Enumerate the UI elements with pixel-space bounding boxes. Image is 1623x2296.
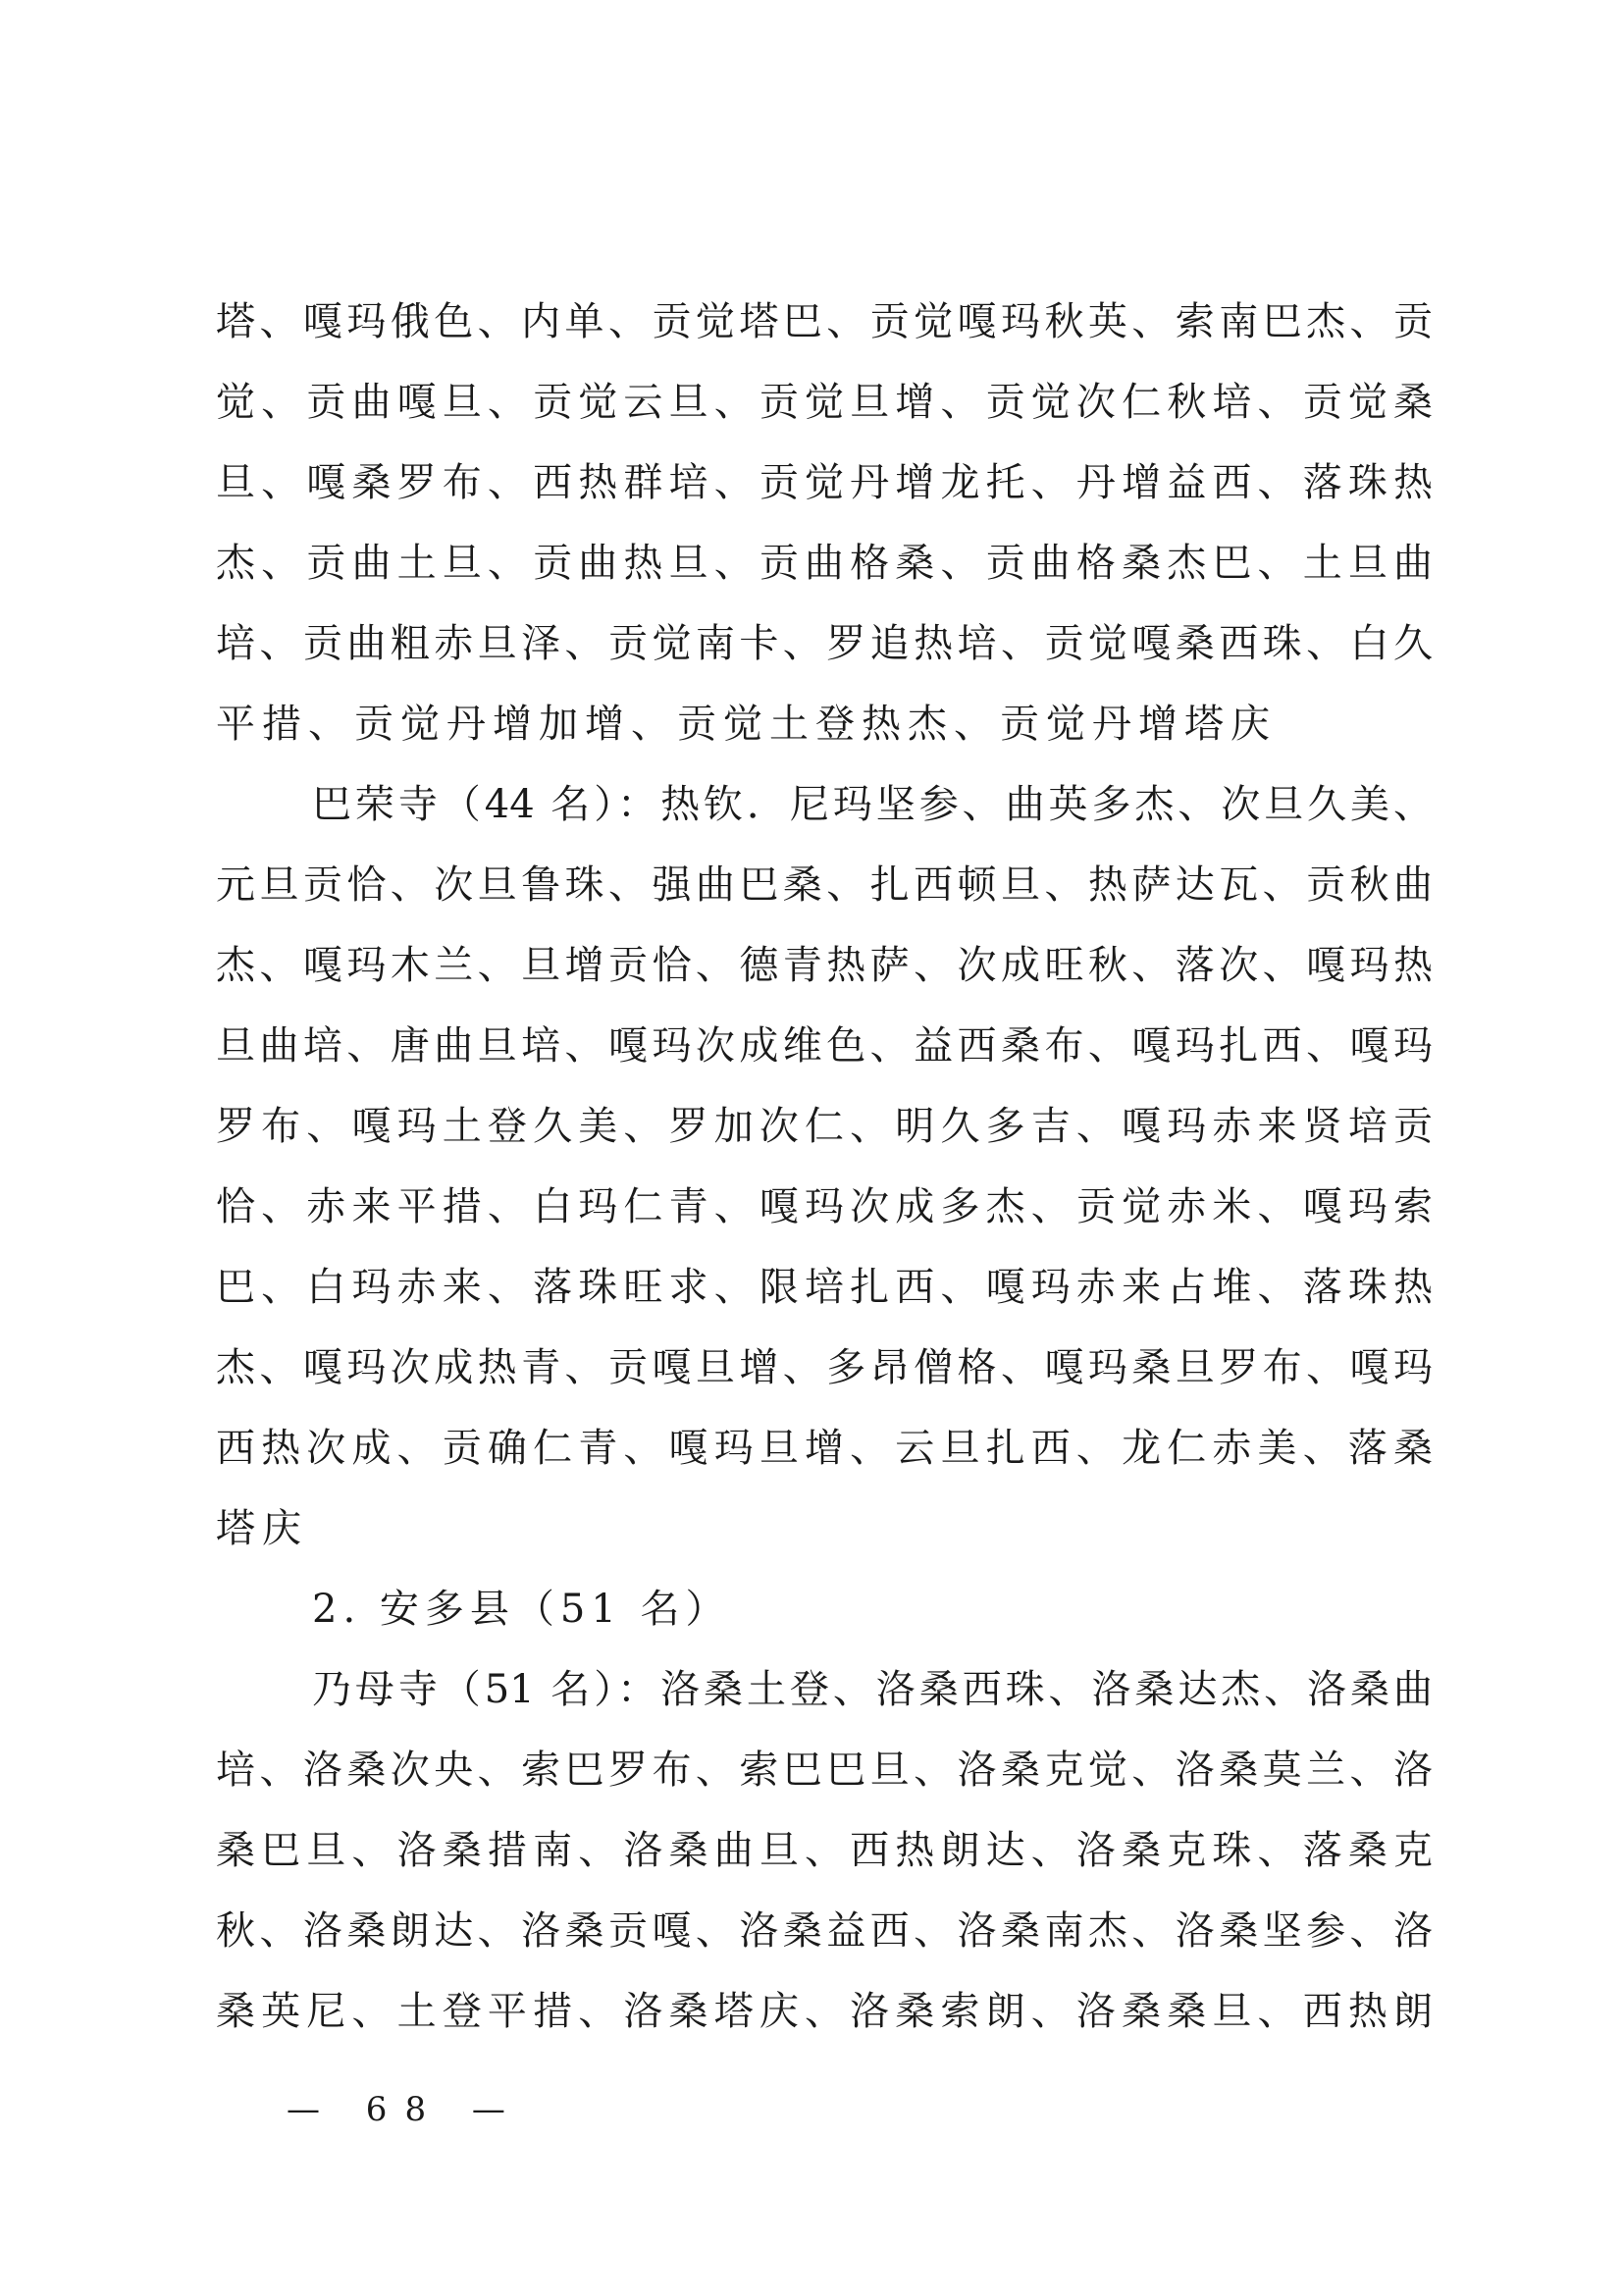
text-line: 杰、嘎玛次成热青、贡嘎旦增、多昂僧格、嘎玛桑旦罗布、嘎玛: [216, 1345, 1433, 1390]
text-line: 桑巴旦、洛桑措南、洛桑曲旦、西热朗达、洛桑克珠、落桑克: [216, 1828, 1433, 1873]
text-line: 元旦贡恰、次旦鲁珠、强曲巴桑、扎西顿旦、热萨达瓦、贡秋曲: [216, 862, 1433, 908]
text-line: 塔庆: [216, 1506, 308, 1551]
text-line: 桑英尼、土登平措、洛桑塔庆、洛桑索朗、洛桑桑旦、西热朗: [216, 1989, 1433, 2034]
text-line: 旦、嘎桑罗布、西热群培、贡觉丹增龙托、丹增益西、落珠热: [216, 460, 1433, 505]
paragraph-first-line: 乃母寺（51 名）：洛桑土登、洛桑西珠、洛桑达杰、洛桑曲: [312, 1667, 1433, 1712]
text-line: 恰、赤来平措、白玛仁青、嘎玛次成多杰、贡觉赤米、嘎玛索: [216, 1184, 1433, 1229]
text-line: 杰、贡曲土旦、贡曲热旦、贡曲格桑、贡曲格桑杰巴、土旦曲: [216, 541, 1433, 586]
page-number: — 68 —: [287, 2090, 523, 2129]
paragraph-first-line: 巴荣寺（44 名）：热钦．尼玛坚参、曲英多杰、次旦久美、: [312, 782, 1433, 827]
text-line: 觉、贡曲嘎旦、贡觉云旦、贡觉旦增、贡觉次仁秋培、贡觉桑: [216, 380, 1433, 425]
text-line: 旦曲培、唐曲旦培、嘎玛次成维色、益西桑布、嘎玛扎西、嘎玛: [216, 1023, 1433, 1069]
text-line: 罗布、嘎玛土登久美、罗加次仁、明久多吉、嘎玛赤来贤培贡: [216, 1104, 1433, 1149]
text-line: 西热次成、贡确仁青、嘎玛旦增、云旦扎西、龙仁赤美、落桑: [216, 1426, 1433, 1471]
text-line: 培、洛桑次央、索巴罗布、索巴巴旦、洛桑克觉、洛桑莫兰、洛: [216, 1748, 1433, 1793]
text-line: 培、贡曲粗赤旦泽、贡觉南卡、罗追热培、贡觉嘎桑西珠、白久: [216, 621, 1433, 666]
text-line: 巴、白玛赤来、落珠旺求、限培扎西、嘎玛赤来占堆、落珠热: [216, 1265, 1433, 1310]
section-heading: 2. 安多县（51 名）: [312, 1587, 731, 1632]
text-line: 杰、嘎玛木兰、旦增贡恰、德青热萨、次成旺秋、落次、嘎玛热: [216, 943, 1433, 988]
text-line: 塔、嘎玛俄色、内单、贡觉塔巴、贡觉嘎玛秋英、索南巴杰、贡: [216, 299, 1433, 344]
text-line: 秋、洛桑朗达、洛桑贡嘎、洛桑益西、洛桑南杰、洛桑坚参、洛: [216, 1908, 1433, 1954]
text-line: 平措、贡觉丹增加增、贡觉土登热杰、贡觉丹增塔庆: [216, 702, 1277, 747]
